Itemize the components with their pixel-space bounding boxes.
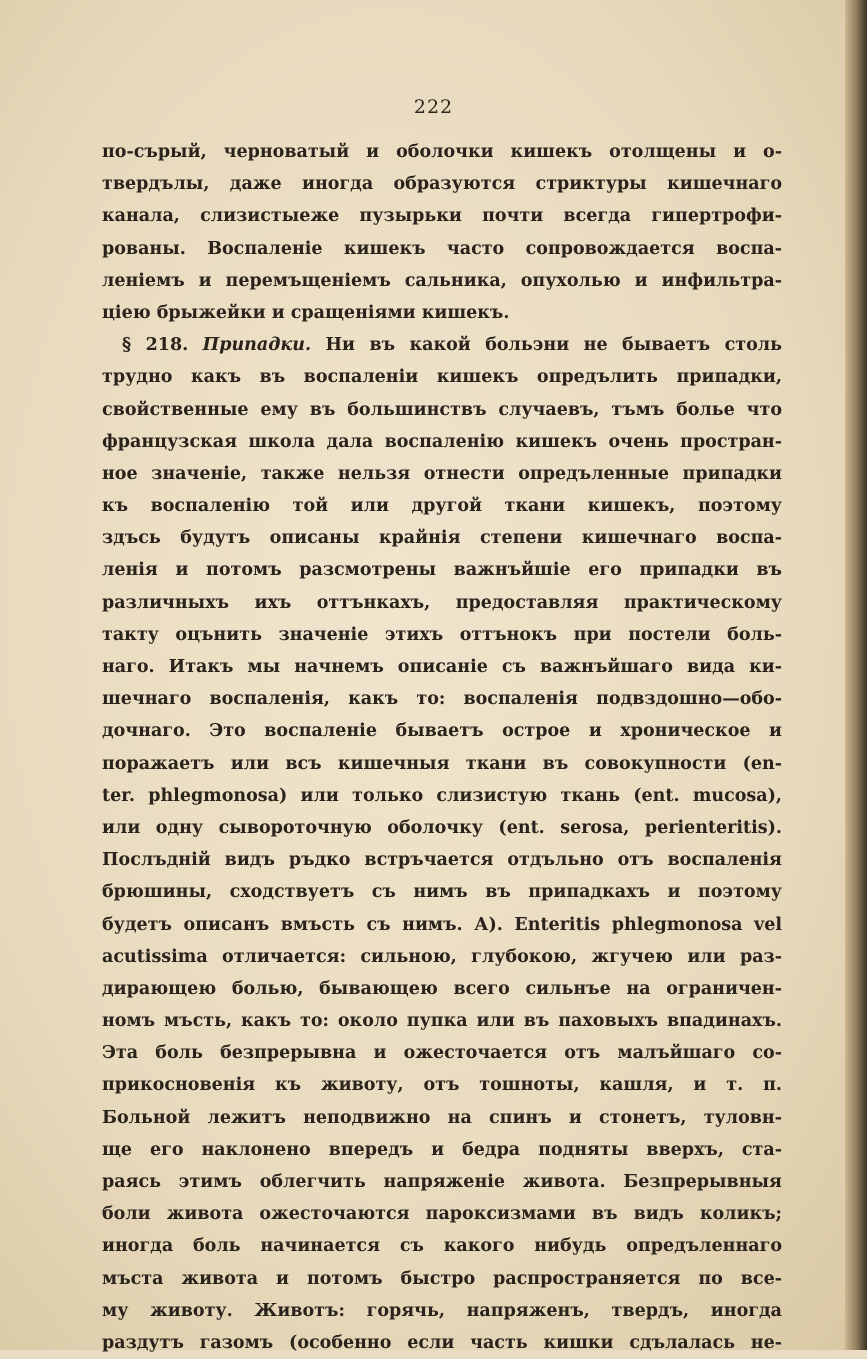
text-line: здъсь будутъ описаны крайнія степени кишечнаго воспа- bbox=[102, 528, 782, 549]
text-line: брюшины, сходствуетъ съ нимъ въ припадкахъ и поэтому bbox=[102, 882, 782, 903]
text-line: дочнаго. Это воспаленіе бываетъ острое и хроническое и bbox=[102, 721, 782, 742]
text-line: или одну сывороточную оболочку (ent. serosa, perienteritis). bbox=[102, 817, 782, 838]
text-line: свойственные ему въ большинствъ случаевъ, тъмъ болье что bbox=[102, 399, 782, 420]
text-line: твердълы, даже иногда образуются стриктуры кишечнаго bbox=[102, 174, 782, 195]
text-line: будетъ описанъ вмъсть съ нимъ. А). Enteritis phlegmonosa vel bbox=[102, 914, 782, 935]
text-line: по-сърый, черноватый и оболочки кишекъ отолщены и о- bbox=[102, 142, 782, 162]
text-line: шечнаго воспаленія, какъ то: воспаленія подвздошно—обо- bbox=[102, 689, 782, 710]
text-line: наго. Итакъ мы начнемъ описаніе съ важнъйшаго вида ки- bbox=[102, 657, 782, 677]
text-line: ленія и потомъ разсмотрены важнъйшіе его припадки въ bbox=[102, 560, 782, 581]
text-line: Эта боль безпрерывна и ожесточается отъ малъйшаго со- bbox=[102, 1043, 782, 1064]
page-edge-shadow bbox=[845, 0, 867, 1350]
section-number: § 218. bbox=[122, 335, 189, 356]
text-line: леніемъ и перемъщеніемъ сальника, опухолью и инфильтра- bbox=[102, 270, 782, 291]
text-line: ще его наклонено впередъ и бедра подняты вверхъ, ста- bbox=[102, 1139, 782, 1160]
body-text bbox=[102, 136, 782, 1359]
section-heading: Припадки. bbox=[202, 335, 312, 356]
text-line: прикосновенія къ животу, отъ тошноты, кашля, и т. п. bbox=[102, 1075, 782, 1096]
text-line: поражаетъ или всъ кишечныя ткани въ совокупности (en- bbox=[102, 753, 782, 774]
text-line: иногда боль начинается съ какого нибудь опредъленнаго bbox=[102, 1236, 782, 1257]
text-line: раясь этимъ облегчить напряженіе живота. Безпрерывныя bbox=[102, 1172, 782, 1192]
text-line: французская школа дала воспаленію кишекъ очень простран- bbox=[102, 431, 782, 452]
text-line: различныхъ ихъ оттънкахъ, предоставляя практическому bbox=[102, 592, 782, 613]
text-line: боли живота ожесточаются пароксизмами въ видъ коликъ; bbox=[102, 1204, 782, 1225]
text-line: Больной лежитъ неподвижно на спинъ и стонетъ, туловн- bbox=[102, 1107, 782, 1128]
text-line: рованы. Воспаленіе кишекъ часто сопровождается воспа- bbox=[102, 238, 782, 259]
text-line: раздутъ газомъ (особенно если часть кишки сдълалась не- bbox=[102, 1332, 782, 1353]
text-line: acutissima отличается: сильною, глубокою, жгучею или раз- bbox=[102, 946, 782, 967]
text-line: трудно какъ въ воспаленіи кишекъ опредълить припадки, bbox=[102, 367, 782, 388]
text-line: номъ мъсть, какъ то: около пупка или въ паховыхъ впадинахъ. bbox=[102, 1011, 782, 1032]
text-line: дирающею болью, бывающею всего сильнъе на ограничен- bbox=[102, 978, 782, 999]
section-heading-line bbox=[102, 329, 782, 361]
text-line: ter. phlegmonosa) или только слизистую ткань (ent. mucosa), bbox=[102, 785, 782, 806]
text-line: ное значеніе, также нельзя отнести опредъленные припадки bbox=[102, 463, 782, 484]
text-line: му животу. Животъ: горячь, напряженъ, твердъ, иногда bbox=[102, 1300, 782, 1321]
text-line: такту оцънить значеніе этихъ оттънокъ при постели боль- bbox=[102, 624, 782, 645]
text-line: Послъдній видъ ръдко встръчается отдъльно отъ воспаленія bbox=[102, 850, 782, 871]
text-line: къ воспаленію той или другой ткани кишекъ, поэтому bbox=[102, 496, 782, 517]
text-line: мъста живота и потомъ быстро распространяется по все- bbox=[102, 1268, 782, 1289]
text-line: канала, слизистыеже пузырьки почти всегда гипертрофи- bbox=[102, 206, 782, 227]
text-line: ціею брыжейки и сращеніями кишекъ. bbox=[102, 302, 510, 323]
page-number: 222 bbox=[413, 96, 454, 118]
section-heading-rest: Ни въ какой больэни не бываетъ столь bbox=[325, 335, 782, 356]
